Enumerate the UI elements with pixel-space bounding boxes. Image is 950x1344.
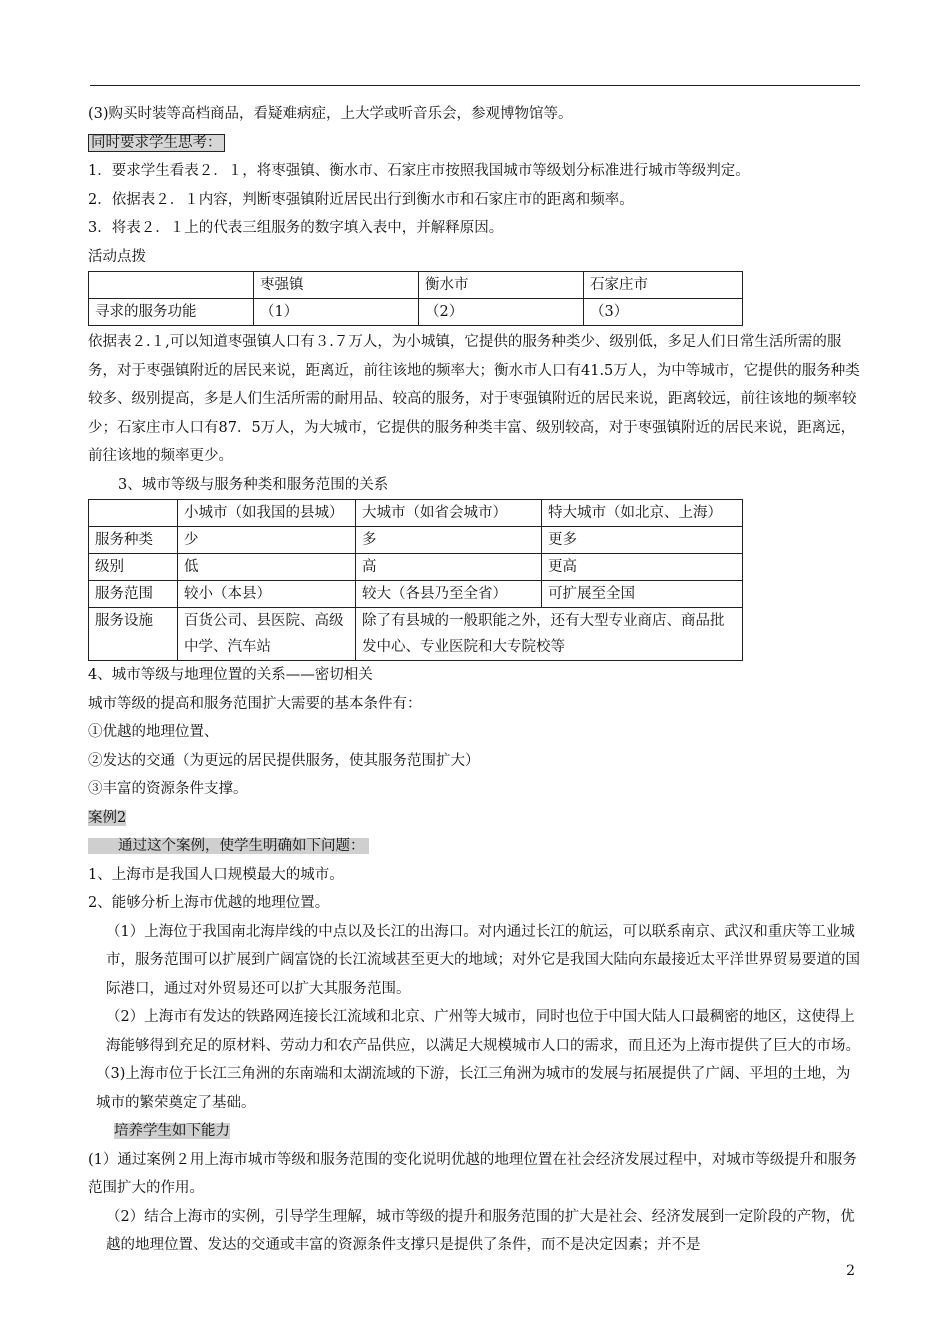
table-cell: 小城市（如我国的县城） [178,500,356,527]
table-cell: 大城市（如省会城市） [356,500,542,527]
table-cell: 级别 [89,554,178,581]
table-cell: 服务设施 [89,608,178,661]
case-intro-line [88,832,860,861]
table-cell: 衡水市 [419,272,584,299]
table-row [89,554,743,581]
service-line: (3)购买时装等高档商品，看疑难病症，上大学或听音乐会，参观博物馆等。 [88,106,573,122]
case-intro: 通过这个案例，使学生明确如下问题： [88,838,369,854]
think-heading: 同时要求学生思考： [88,134,225,152]
city-level-table [88,499,743,661]
think-item: 1．要求学生看表２．１，将枣强镇、衡水市、石家庄市按照我国城市等级划分标准进行城市等级判定。 [88,163,750,179]
table-cell: 多 [356,527,542,554]
page-number: 2 [846,1263,855,1279]
case-item: 2、能够分析上海市优越的地理位置。 [88,895,330,911]
ability-heading-line [88,1117,860,1146]
ability-paragraph: (1）通过案例２用上海市城市等级和服务范围的变化说明优越的地理位置在社会经济发展过程中，对城市等级提升和服务范围扩大的作用。 [88,1151,857,1196]
table-cell: 石家庄市 [584,272,743,299]
section4-title: 4、城市等级与地理位置的关系——密切相关 [88,667,373,683]
table-cell [89,272,254,299]
table-row [89,527,743,554]
case-paragraph: （1）上海位于我国南北海岸线的中点以及长江的出海口。对内通过长江的航运，可以联系南京、武汉和重庆等工业城市，服务范围可以扩展到广阔富饶的长江流域甚至更大的地域；对外它是我国大陆向东最接近太平洋世界贸易要道的国际港口，通过对外贸易还可以扩大其服务范围。 [106,923,860,997]
table-cell: （1） [254,299,419,326]
table-cell: 较大（各县乃至全省） [356,581,542,608]
case-label: 案例2 [88,809,127,826]
section3-title: 3、城市等级与服务种类和服务范围的关系 [118,476,389,493]
table-cell [89,500,178,527]
conditions-intro: 城市等级的提高和服务范围扩大需要的基本条件有： [88,695,422,712]
table-cell: 枣强镇 [254,272,419,299]
table-cell: 更高 [542,554,743,581]
table-row [89,272,743,299]
header-rule [90,85,860,86]
table-row [89,581,743,608]
think-item: 3．将表２．１上的代表三组服务的数字填入表中，并解释原因。 [88,220,504,236]
table-cell: （2） [419,299,584,326]
table-cell: 寻求的服务功能 [89,299,254,326]
document-body [88,100,860,1260]
ability-paragraph: （2）结合上海市的实例，引导学生理解，城市等级的提升和服务范围的扩大是社会、经济发展到一定阶段的产物，优越的地理位置、发达的交通或丰富的资源条件支撑只是提供了条件，而不是决定因素；并不是 [106,1208,855,1253]
table-cell: 除了有县城的一般职能之外，还有大型专业商店、商品批发中心、专业医院和大专院校等 [356,608,743,661]
table-cell: 可扩展至全国 [542,581,743,608]
case-item: 1、上海市是我国人口规模最大的城市。 [88,866,344,883]
table-cell: 低 [178,554,356,581]
ability-heading: 培养学生如下能力 [114,1123,230,1139]
case-paragraph: （2）上海市有发达的铁路网连接长江流域和北京、广州等大城市，同时也位于中国大陆人口最稠密的地区，这使得上海能够得到充足的原材料、劳动力和农产品供应，以满足大规模城市人口的需求，而且还为上海市提供了巨大的市场。 [106,1009,860,1054]
think-item: 2．依据表２．１内容，判断枣强镇附近居民出行到衡水市和石家庄市的距离和频率。 [88,191,634,208]
table-cell: 较小（本县） [178,581,356,608]
case-paragraph: （3)上海市位于长江三角洲的东南端和太湖流域的下游，长江三角洲为城市的发展与拓展提供了广阔、平坦的土地，为城市的繁荣奠定了基础。 [96,1066,851,1111]
table-cell: 服务种类 [89,527,178,554]
activity-label: 活动点拨 [88,248,146,265]
service-function-table [88,271,743,326]
table-cell: （3） [584,299,743,326]
table-cell: 特大城市（如北京、上海） [542,500,743,527]
condition-item: ②发达的交通（为更远的居民提供服务，使其服务范围扩大） [88,752,480,769]
analysis-paragraph: 依据表２.１,可以知道枣强镇人口有３.７万人，为小城镇，它提供的服务种类少、级别低，多足人们日常生活所需的服务，对于枣强镇附近的居民来说，距离近，前往该地的频率大；衡水市人口有41.5万人，为中等城市，它提供的服务种类较多、级别提高，多是人们生活所需的耐用品、较高的服务，对于枣强镇附近的居民来说，距离较远，前往该地的频率较少；石家庄市人口有87．5万人，为大城市，它提供的服务种类丰富、级别较高，对于枣强镇附近的居民来说，距离远，前往该地的频率更少。 [88,334,860,464]
condition-item: ③丰富的资源条件支撑。 [88,781,248,797]
table-row [89,299,743,326]
table-cell: 高 [356,554,542,581]
table-cell: 百货公司、县医院、高级中学、汽车站 [178,608,356,661]
table-cell: 更多 [542,527,743,554]
table-cell: 服务范围 [89,581,178,608]
table-row [89,500,743,527]
think-heading-line [88,129,860,158]
table-cell: 少 [178,527,356,554]
table-row [89,608,743,661]
case-label-line [88,804,860,833]
condition-item: ①优越的地理位置、 [88,724,219,740]
